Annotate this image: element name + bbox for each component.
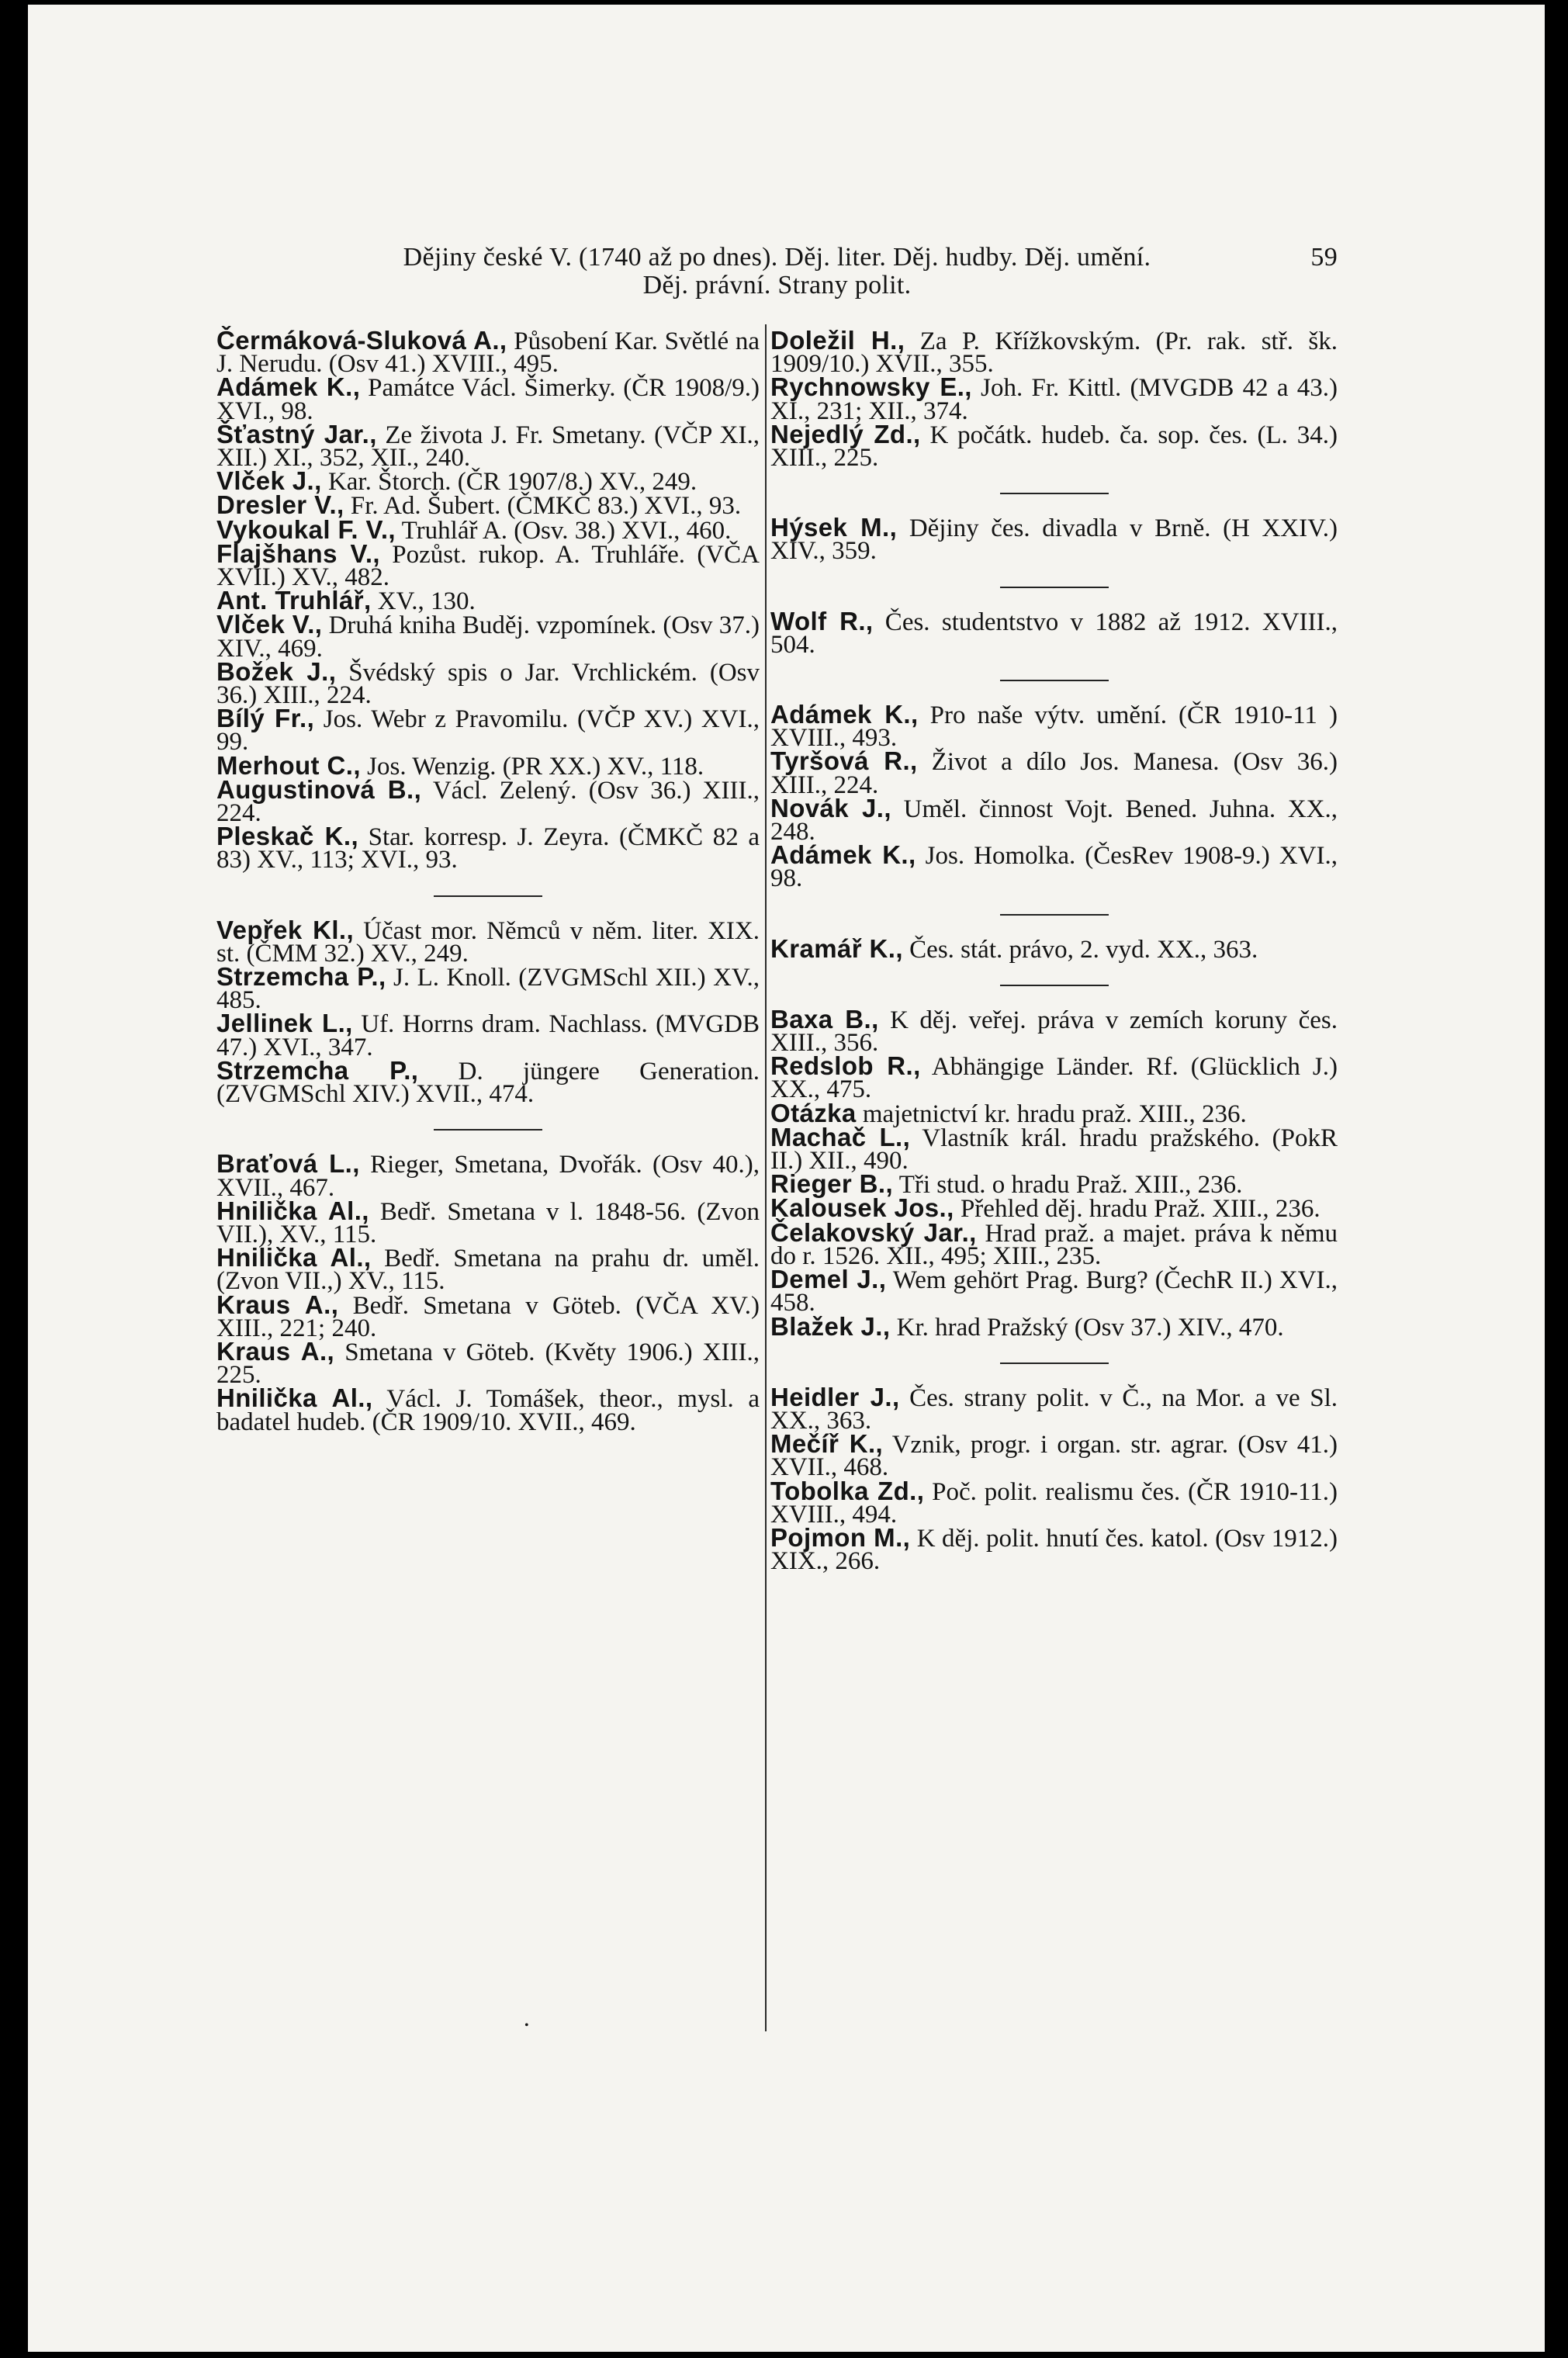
bibliography-entry (770, 1311, 1338, 1342)
bibliography-entry (770, 1004, 1338, 1058)
entry-author: Rychnowsky E., (770, 372, 972, 402)
section-separator (434, 895, 542, 897)
entry-author: Čermáková-Sluková A., (216, 326, 507, 355)
entry-author: Vlček J., (216, 466, 322, 496)
entry-author: Hýsek M., (770, 513, 898, 542)
entry-text: Bedř. Smetana v Göteb. (VČA XV.) XIII., 221; 240. (216, 1291, 760, 1342)
bibliography-entry (770, 1429, 1338, 1482)
entry-text: Vlastník král. hradu pražského. (PokR II.) XII., 490. (770, 1124, 1338, 1176)
bibliography-entry (770, 513, 1338, 566)
bibliography-entry (216, 1149, 760, 1202)
bibliography-entry (216, 538, 760, 592)
bibliography-entry (770, 606, 1338, 659)
entry-text: Václ. Zelený. (Osv 36.) XIII., 224. (216, 776, 760, 828)
section-separator (1000, 985, 1109, 986)
entry-text: Abhängige Länder. Rf. (Glücklich J.) XX., 475. (770, 1053, 1338, 1104)
entry-author: Otázka (770, 1098, 857, 1127)
entry-text: Joh. Fr. Kittl. (MVGDB 42 a 43.) XI., 231; XII., 374. (770, 374, 1338, 425)
entry-author: Doležil H., (770, 326, 905, 355)
bibliography-entry (216, 326, 760, 379)
bibliography-entry (216, 656, 760, 710)
section-separator (1000, 587, 1109, 588)
bibliography-entry (216, 1055, 760, 1109)
entry-author: Vepřek Kl., (216, 915, 355, 944)
bibliography-entry (216, 774, 760, 828)
print-speck: • (524, 2019, 529, 2032)
section-separator (1000, 680, 1109, 681)
entry-text: Čes. strany polit. v Č., na Mor. a ve Sl. XX., 363. (770, 1383, 1338, 1435)
header-line-2: Děj. právní. Strany polit. (642, 271, 912, 300)
entry-author: Adámek K., (216, 372, 361, 402)
document-page (28, 5, 1545, 2352)
entry-author: Tobolka Zd., (770, 1476, 925, 1505)
bibliography-entry (216, 372, 760, 425)
entry-author: Redslob R., (770, 1051, 921, 1081)
bibliography-entry (216, 1196, 760, 1248)
entry-text: Jos. Webr z Pravomilu. (VČP XV.) XVI., 99. (216, 705, 760, 757)
entry-author: Šťastný Jar., (216, 419, 377, 448)
bibliography-entry (770, 1476, 1338, 1529)
bibliography-entry (216, 962, 760, 1015)
right-column (770, 326, 1338, 1576)
entry-author: Božek J., (216, 656, 337, 686)
entry-author: Kraus A., (216, 1336, 335, 1366)
bibliography-entry (216, 1383, 760, 1436)
entry-text: D. jüngere Generation. (ZVGMSchl XIV.) XVII., 474. (216, 1057, 760, 1109)
entry-text: Rieger, Smetana, Dvořák. (Osv 40.), XVII., 467. (216, 1151, 760, 1202)
entry-text: J. L. Knoll. (ZVGMSchl XII.) XV., 485. (216, 964, 760, 1015)
entry-text: Kr. hrad Pražský (Osv 37.) XIV., 470. (890, 1313, 1284, 1342)
bibliography-entry (770, 419, 1338, 473)
bibliography-entry (216, 1243, 760, 1296)
bibliography-entry (770, 793, 1338, 847)
page-number: 59 (1310, 243, 1338, 272)
entry-author: Hnilička Al., (216, 1196, 369, 1225)
entry-author: Wolf R., (770, 606, 874, 635)
bibliography-entry (770, 700, 1338, 753)
bibliography-entry (216, 1009, 760, 1061)
entry-text: Bedř. Smetana na prahu dr. uměl. (Zvon VII.,) XV., 115. (216, 1245, 760, 1296)
bibliography-entry (770, 746, 1338, 799)
bibliography-entry (770, 1217, 1338, 1270)
entry-text: majetnictví kr. hradu praž. XIII., 236. (856, 1099, 1247, 1128)
entry-text: Uměl. činnost Vojt. Bened. Juhna. XX., 248. (770, 795, 1338, 847)
bibliography-entry (770, 326, 1338, 379)
entry-author: Ant. Truhlář, (216, 586, 372, 615)
bibliography-entry (770, 933, 1338, 964)
entry-text: K počátk. hudeb. ča. sop. čes. (L. 34.) XIII., 225. (770, 421, 1338, 473)
left-column (216, 326, 760, 1436)
entry-text: Fr. Ad. Šubert. (ČMKČ 83.) XVI., 93. (344, 492, 742, 521)
entry-author: Pojmon M., (770, 1522, 911, 1552)
entry-author: Kramář K., (770, 933, 903, 963)
entry-text: Čes. stát. právo, 2. vyd. XX., 363. (902, 935, 1258, 964)
entry-text: K děj. veřej. práva v zemích koruny čes. XIII., 356. (770, 1006, 1338, 1058)
entry-author: Bílý Fr., (216, 704, 315, 733)
running-header (216, 244, 1338, 300)
bibliography-entry (216, 1290, 760, 1342)
entry-author: Tyršová R., (770, 746, 918, 776)
bibliography-entry (770, 1522, 1338, 1576)
entry-author: Baxa B., (770, 1004, 879, 1034)
entry-author: Kalousek Jos., (770, 1193, 954, 1223)
entry-author: Vlček V., (216, 610, 323, 639)
entry-author: Rieger B., (770, 1169, 894, 1199)
section-separator (1000, 493, 1109, 494)
entry-text: Památce Václ. Šimerky. (ČR 1908/9.) XVI., 98. (216, 374, 760, 425)
bibliography-entry (216, 1336, 760, 1390)
entry-text: Působení Kar. Světlé na J. Nerudu. (Osv 41.) XVIII., 495. (216, 327, 760, 379)
entry-text: Hrad praž. a majet. práva k němu do r. 1526. XII., 495; XIII., 235. (770, 1219, 1338, 1270)
header-title: Dějiny české V. (1740 až po dnes). Děj. liter. Děj. hudby. Děj. umění. (403, 243, 1151, 272)
entry-author: Vykoukal F. V., (216, 514, 396, 544)
bibliography-entry (216, 704, 760, 757)
bibliography-entry (770, 1051, 1338, 1104)
entry-text: Pozůst. rukop. A. Truhláře. (VČA XVII.) XV., 482. (216, 540, 760, 592)
entry-text: Václ. J. Tomášek, theor., mysl. a badatel hudeb. (ČR 1909/10. XVII., 469. (216, 1385, 760, 1436)
entry-text: Život a dílo Jos. Manesa. (Osv 36.) XIII., 224. (770, 748, 1338, 799)
entry-text: Švédský spis o Jar. Vrchlickém. (Osv 36.) XIII., 224. (216, 658, 760, 710)
entry-text: Za P. Křížkovským. (Pr. rak. stř. šk. 1909/10.) XVII., 355. (770, 327, 1338, 379)
entry-author: Augustinová B., (216, 774, 422, 804)
entry-author: Machač L., (770, 1122, 911, 1151)
bibliography-entry (216, 610, 760, 663)
entry-text: Wem gehört Prag. Burg? (ČechR II.) XVI., 458. (770, 1266, 1338, 1318)
bibliography-entry (216, 822, 760, 874)
entry-author: Nejedlý Zd., (770, 419, 921, 448)
bibliography-entry (216, 915, 760, 968)
entry-text: Jos. Wenzig. (PR XX.) XV., 118. (360, 752, 704, 781)
section-separator (1000, 1363, 1109, 1364)
entry-text: Pro naše výtv. umění. (ČR 1910-11 ) XVIII., 493. (770, 701, 1338, 753)
entry-text: Uf. Horrns dram. Nachlass. (MVGDB 47.) XVI., 347. (216, 1010, 760, 1061)
entry-text: Účast mor. Němců v něm. liter. XIX. st. (ČMM 32.) XV., 249. (216, 916, 760, 968)
bibliography-entry (770, 1122, 1338, 1176)
entry-author: Čelakovský Jar., (770, 1217, 977, 1247)
entry-author: Merhout C., (216, 750, 361, 780)
entry-author: Hnilička Al., (216, 1383, 373, 1413)
entry-text: Čes. studentstvo v 1882 až 1912. XVIII., 504. (770, 608, 1338, 659)
entry-author: Mečíř K., (770, 1429, 884, 1459)
entry-author: Braťová L., (216, 1149, 360, 1179)
entry-author: Blažek J., (770, 1311, 891, 1341)
bibliography-entry (770, 1382, 1338, 1435)
entry-author: Adámek K., (770, 700, 919, 729)
entry-text: Vznik, progr. i organ. str. agrar. (Osv 41.) XVII., 468. (770, 1431, 1338, 1482)
bibliography-entry (770, 1265, 1338, 1318)
entry-text: XV., 130. (371, 587, 476, 616)
bibliography-entry (216, 419, 760, 473)
entry-text: Jos. Homolka. (ČesRev 1908-9.) XVI., 98. (770, 842, 1338, 893)
entry-author: Jellinek L., (216, 1009, 353, 1038)
bibliography-entry (770, 372, 1338, 425)
entry-text: Truhlář A. (Osv. 38.) XVI., 460. (396, 516, 732, 545)
entry-text: Přehled děj. hradu Praž. XIII., 236. (954, 1195, 1321, 1224)
entry-author: Adámek K., (770, 840, 916, 870)
entry-text: Smetana v Göteb. (Květy 1906.) XIII., 225. (216, 1338, 760, 1390)
entry-text: Kar. Štorch. (ČR 1907/8.) XV., 249. (321, 468, 697, 497)
entry-text: K děj. polit. hnutí čes. katol. (Osv 1912.) XIX., 266. (770, 1524, 1338, 1576)
entry-author: Novák J., (770, 793, 891, 822)
entry-author: Kraus A., (216, 1290, 339, 1319)
entry-text: Star. korresp. J. Zeyra. (ČMKČ 82 a 83) XV., 113; XVI., 93. (216, 823, 760, 874)
column-divider (765, 324, 767, 2031)
entry-author: Pleskač K., (216, 822, 359, 851)
section-separator (1000, 914, 1109, 916)
entry-author: Demel J., (770, 1265, 887, 1294)
entry-author: Heidler J., (770, 1382, 900, 1411)
entry-author: Dresler V., (216, 490, 344, 520)
entry-text: Bedř. Smetana v l. 1848-56. (Zvon VII.), XV., 115. (216, 1197, 760, 1248)
entry-text: Dějiny čes. divadla v Brně. (H XXIV.) XIV., 359. (770, 514, 1338, 566)
entry-author: Hnilička Al., (216, 1243, 372, 1272)
bibliography-entry (770, 840, 1338, 893)
entry-author: Strzemcha P., (216, 962, 386, 992)
entry-text: Druhá kniha Buděj. vzpomínek. (Osv 37.) XIV., 469. (216, 611, 760, 663)
entry-author: Strzemcha P., (216, 1055, 419, 1085)
section-separator (434, 1129, 542, 1131)
entry-text: Tři stud. o hradu Praž. XIII., 236. (893, 1171, 1243, 1200)
entry-text: Ze života J. Fr. Smetany. (VČP XI., XII.) XI., 352, XII., 240. (216, 421, 760, 473)
header-line-1 (216, 244, 1338, 272)
entry-author: Flajšhans V., (216, 538, 380, 568)
entry-text: Poč. polit. realismu čes. (ČR 1910-11.) XVIII., 494. (770, 1477, 1338, 1529)
